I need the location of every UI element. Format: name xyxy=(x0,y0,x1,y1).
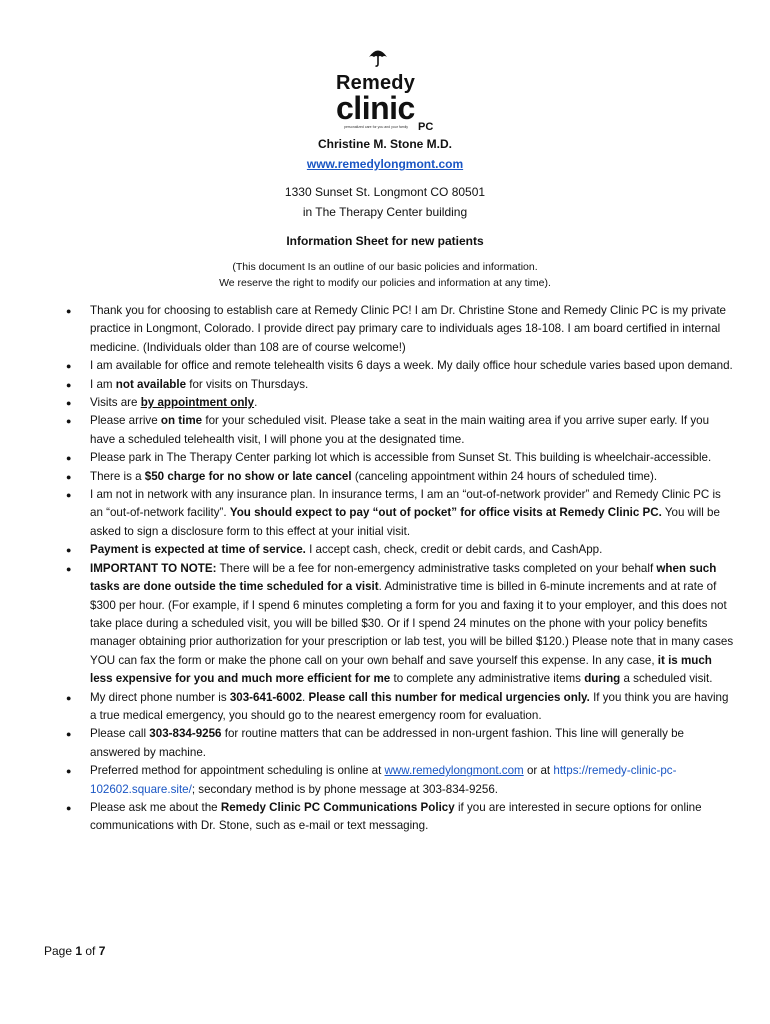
page-of-label: of xyxy=(82,944,99,958)
bullet-text: for routine matters that can be addressed in non-urgent fashion. This line will generally be answered by machine. xyxy=(90,727,685,759)
list-item xyxy=(66,468,736,486)
website-link[interactable]: www.remedylongmont.com xyxy=(384,764,524,778)
bullet-text: Please call xyxy=(90,727,150,741)
bullet-emphasis: it is much less expensive for you and much more efficient for me xyxy=(90,653,712,686)
bullet-text: I accept cash, check, credit or debit cards, and CashApp. xyxy=(305,543,603,557)
bullet-text: . xyxy=(302,690,309,704)
bullet-text: for your scheduled visit. Please take a seat in the main waiting area if you arrive super early. If you have a scheduled telehealth visit, I will phone you at the designated time. xyxy=(90,414,710,446)
bullet-text: (canceling appointment within 24 hours of scheduled time). xyxy=(351,469,658,483)
clinic-address: 1330 Sunset St. Longmont CO 80501 xyxy=(284,185,486,199)
bullet-text: I am available for office and remote telehealth visits 6 days a week. My daily office hour schedule varies based upon demand. xyxy=(90,359,733,373)
bullet-text: Thank you for choosing to establish care at Remedy Clinic PC! I am Dr. Christine Stone and Remedy Clinic PC is my private practice in Longmont, Colorado. I provide direct pay primary care to individuals ages 18-108. I am board certified in internal medicine. (Individuals older than 108 are of course welcome!) xyxy=(90,304,726,354)
bullet-text: a scheduled visit. xyxy=(620,672,713,686)
bullet-emphasis: on time xyxy=(160,414,203,428)
list-item xyxy=(66,689,736,726)
page-number xyxy=(44,944,105,958)
bullet-text: Please park in The Therapy Center parking lot which is accessible from Sunset St. This building is wheelchair-accessible. xyxy=(90,451,712,465)
bullet-text: Preferred method for appointment scheduling is online at xyxy=(90,764,385,778)
bullet-text: to complete any administrative items xyxy=(390,672,585,686)
bullet-text: if you are interested in secure options for online communications with Dr. Stone, such as e-mail or text messaging. xyxy=(90,800,702,833)
doctor-name: Christine M. Stone M.D. xyxy=(317,137,452,151)
disclaimer-line-2: We reserve the right to modify our policies and information at any time). xyxy=(219,277,551,289)
logo-tagline: personalized care for you and your family xyxy=(344,125,409,129)
list-item xyxy=(66,357,736,375)
list-item xyxy=(66,412,736,449)
bullet-text: Visits are xyxy=(90,396,141,410)
routine-phone-number: 303-834-9256 xyxy=(149,727,222,741)
remedy-clinic-logo xyxy=(330,46,450,136)
logo-pc-suffix: PC xyxy=(418,121,434,133)
list-item xyxy=(66,486,736,541)
bullet-text: There is a xyxy=(90,469,145,483)
bullet-text: There will be a fee for non-emergency administrative tasks completed on your behalf xyxy=(216,561,657,575)
bullet-text: or at xyxy=(523,764,554,778)
bullet-text: I am not in network with any insurance plan. In insurance terms, I am an “out-of-network provider” and Remedy Clinic PC is an “out-of-network facility”. xyxy=(90,488,721,520)
list-item xyxy=(66,762,736,799)
bullet-text: You will be asked to sign a disclosure form to this effect at your initial visit. xyxy=(90,506,720,538)
bullet-text: ; secondary method is by phone message at 303-834-9256. xyxy=(191,782,498,796)
bullet-emphasis: Please call this number for medical urgencies only. xyxy=(308,690,590,704)
bullet-text: . Administrative time is billed in 6-minute increments and at rate of $300 per hour. (For example, if I spend 6 minutes completing a form for you and faxing it to your employer, and this does not take place during a scheduled visit, you will be billed $30. Or if I spend 24 minutes on the phone with your policy benefits manager obtaining prior authorization for your prescription or lab test, you will be billed $120.) Please note that in many cases YOU can fax the form or make the phone call on your own behalf and save yourself this expense. In any case, xyxy=(90,580,734,667)
bullet-emphasis: Payment is expected at time of service. xyxy=(90,543,306,557)
document-title: Information Sheet for new patients xyxy=(286,234,484,248)
bullet-emphasis: Remedy Clinic PC Communications Policy xyxy=(220,800,455,814)
list-item xyxy=(66,541,736,559)
list-item xyxy=(66,394,736,412)
bullet-text: My direct phone number is xyxy=(90,690,230,704)
logo-wordmark-clinic: clinic xyxy=(336,90,415,126)
bullet-emphasis: You should expect to pay “out of pocket” for office visits at Remedy Clinic PC. xyxy=(229,506,662,520)
total-pages: 7 xyxy=(98,944,106,958)
current-page: 1 xyxy=(75,944,83,958)
document-header xyxy=(0,134,770,291)
bullet-emphasis: not available xyxy=(115,377,187,391)
list-item xyxy=(66,799,736,836)
bullet-text: If you think you are having a true medical emergency, you should go to the nearest emergency room for evaluation. xyxy=(90,690,729,722)
bullet-emphasis: IMPORTANT TO NOTE: xyxy=(90,561,217,575)
square-site-link[interactable]: https://remedy-clinic-pc-102602.square.site/ xyxy=(90,764,677,796)
bullet-text: . xyxy=(254,396,258,410)
disclaimer-line-1: (This document Is an outline of our basic policies and information. xyxy=(232,261,538,273)
direct-phone-number: 303-641-6002 xyxy=(229,690,303,704)
list-item xyxy=(66,725,736,762)
list-item xyxy=(66,376,736,394)
logo-wordmark-remedy: Remedy xyxy=(336,72,416,94)
list-item xyxy=(66,560,736,689)
bullet-emphasis: when such tasks are done outside the time scheduled for a visit xyxy=(90,561,717,594)
policy-list xyxy=(66,302,736,836)
list-item xyxy=(66,449,736,467)
bullet-emphasis: during xyxy=(584,672,621,686)
umbrella-icon xyxy=(367,46,389,68)
bullet-text: Please arrive xyxy=(90,414,161,428)
website-link[interactable]: www.remedylongmont.com xyxy=(306,157,464,171)
bullet-text: Please ask me about the xyxy=(90,800,221,814)
bullet-text: for visits on Thursdays. xyxy=(186,377,309,391)
bullet-emphasis: $50 charge for no show or late cancel xyxy=(144,469,352,483)
bullet-text: I am xyxy=(90,377,116,391)
disclaimer xyxy=(0,259,770,291)
page-label: Page xyxy=(44,944,76,958)
bullet-emphasis: by appointment only xyxy=(140,396,255,410)
list-item xyxy=(66,302,736,357)
clinic-building: in The Therapy Center building xyxy=(302,205,468,219)
